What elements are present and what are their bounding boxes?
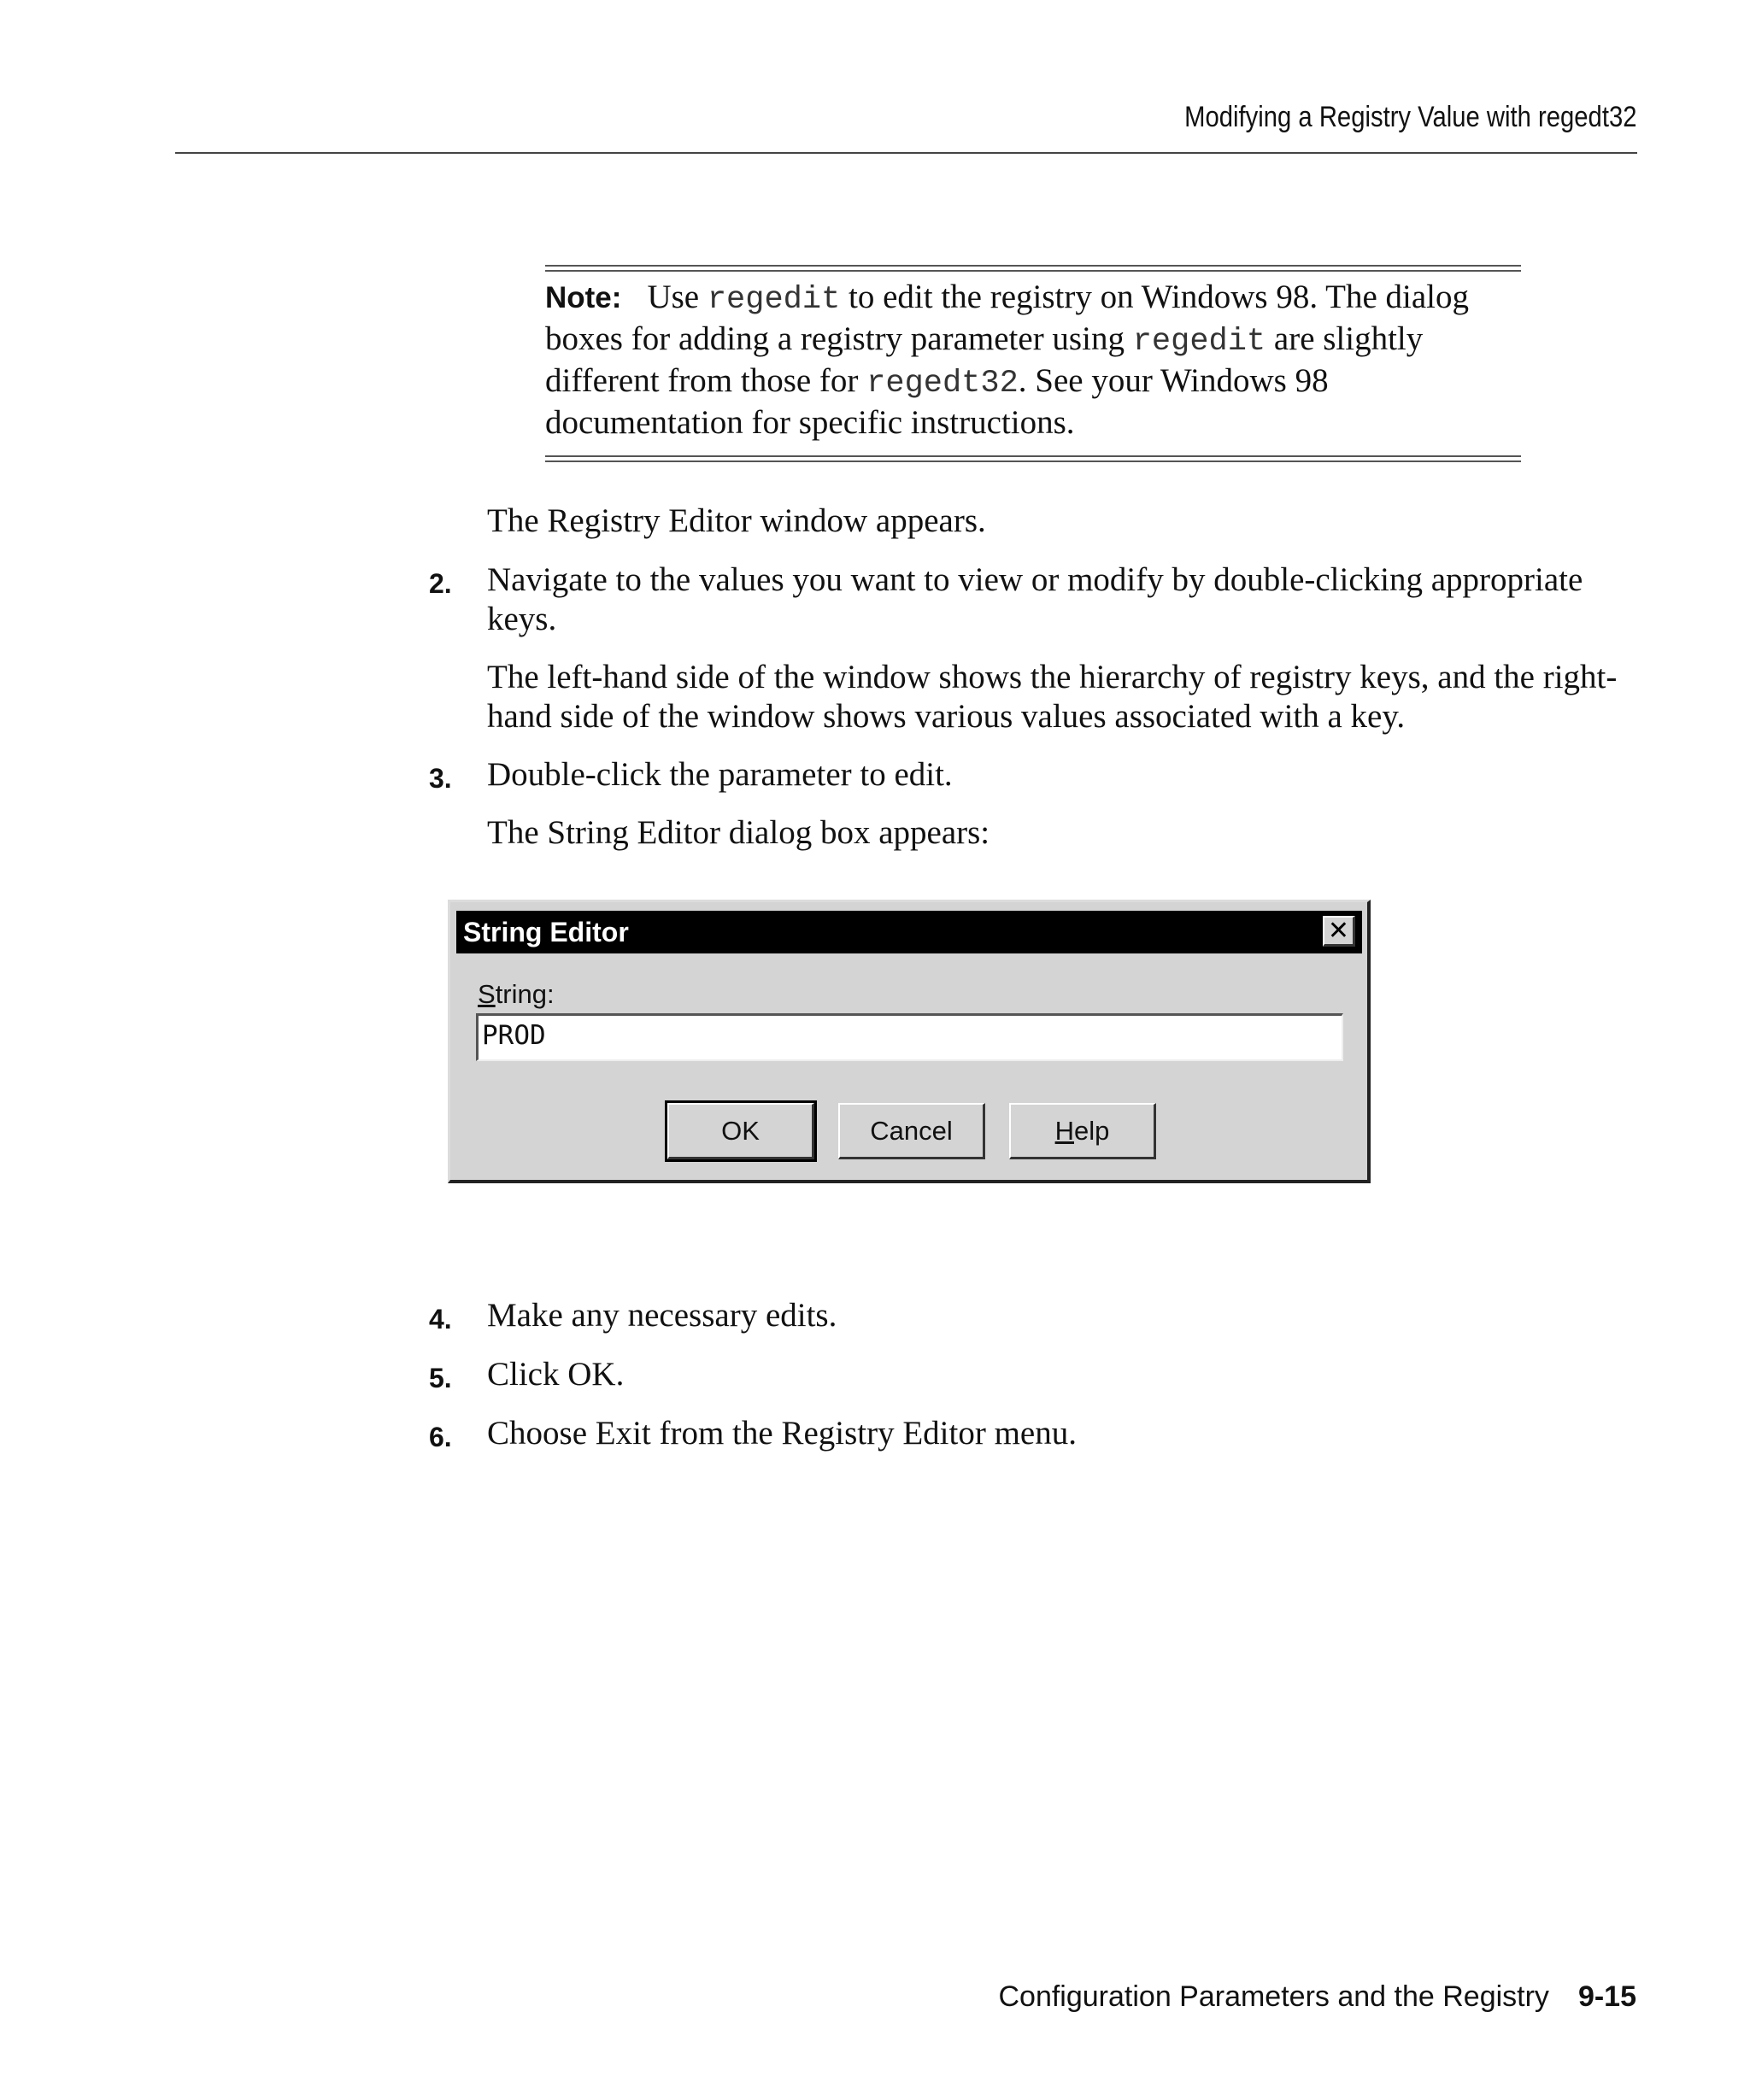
- paragraph-registry-appears: The Registry Editor window appears.: [487, 502, 986, 539]
- step-text: Choose Exit from the Registry Editor menu.: [487, 1415, 1077, 1452]
- dialog-titlebar[interactable]: [456, 911, 1362, 953]
- step-3: [429, 755, 1651, 795]
- running-header: Modifying a Registry Value with regedt32: [1183, 101, 1636, 133]
- step-4: [429, 1296, 1651, 1335]
- page-number: 9-15: [1577, 1980, 1636, 2013]
- step-text: Double-click the parameter to edit.: [487, 756, 953, 793]
- step-number: 3.: [429, 763, 452, 794]
- string-editor-dialog: [448, 900, 1371, 1183]
- step-text: Navigate to the values you want to view or modify by double-clicking appropriate keys.: [487, 561, 1583, 637]
- note-text-3: are slightly different from those for: [545, 320, 1424, 399]
- page-footer: [998, 1980, 1636, 2014]
- paragraph-left-right: The left-hand side of the window shows the hierarchy of registry keys, and the right-hand side of the window shows various values associated with a key.: [487, 659, 1618, 735]
- step-number: 6.: [429, 1422, 452, 1452]
- note-code-regedit-2: regedit: [1132, 324, 1266, 360]
- help-accelerator: H: [1054, 1115, 1074, 1146]
- note-code-regedit: regedit: [707, 282, 841, 318]
- paragraph-string-editor-appears: The String Editor dialog box appears:: [487, 814, 990, 851]
- help-button[interactable]: [1009, 1103, 1156, 1159]
- help-label-text: elp: [1074, 1115, 1110, 1146]
- step-6: [429, 1414, 1651, 1453]
- step-number: 2.: [429, 568, 452, 599]
- step-text: Click OK.: [487, 1356, 625, 1393]
- note-text-1: Use: [647, 279, 708, 315]
- note-top-rule: [545, 265, 1521, 272]
- string-field-label: [478, 979, 555, 1010]
- note-text-4: . See your Windows 98 documentation for specific instructions.: [545, 362, 1329, 441]
- close-icon[interactable]: ✕: [1323, 916, 1355, 947]
- note-text-2: to edit the registry on Windows 98. The dialog boxes for adding a registry parameter using: [545, 279, 1470, 357]
- step-number: 5.: [429, 1363, 452, 1393]
- string-input[interactable]: PROD: [476, 1013, 1343, 1061]
- string-label-accelerator: S: [478, 979, 496, 1009]
- note-bottom-rule: [545, 455, 1521, 462]
- step-number: 4.: [429, 1304, 452, 1334]
- step-2: [429, 560, 1651, 639]
- ok-button[interactable]: OK: [667, 1103, 814, 1159]
- note-label: Note:: [545, 281, 622, 314]
- note-code-regedt32: regedt32: [866, 366, 1019, 402]
- cancel-button[interactable]: Cancel: [838, 1103, 985, 1159]
- header-rule: [175, 152, 1637, 154]
- dialog-title: String Editor: [463, 917, 629, 947]
- string-label-text: tring:: [495, 979, 555, 1009]
- step-5: [429, 1355, 1651, 1394]
- step-text: Make any necessary edits.: [487, 1297, 837, 1334]
- footer-section-title: Configuration Parameters and the Registry: [998, 1980, 1549, 2013]
- note-block: [545, 278, 1521, 443]
